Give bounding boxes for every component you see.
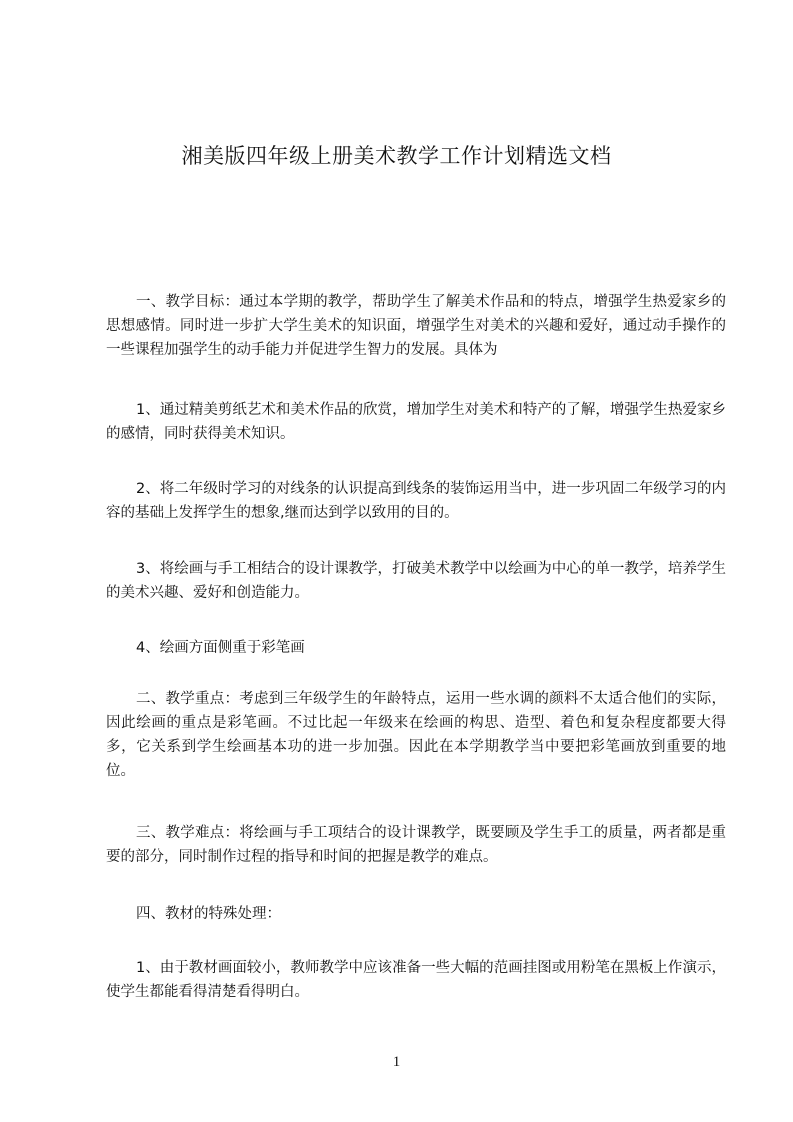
paragraph-item-1: 1、通过精美剪纸艺术和美术作品的欣赏，增加学生对美术和特产的了解，增强学生热爱家乡的感情，同时获得美术知识。 bbox=[106, 402, 726, 442]
paragraph-teaching-focus: 二、教学重点：考虑到三年级学生的年龄特点，运用一些水调的颜料不太适合他们的实际，因此绘画的重点是彩笔画。不过比起一年级来在绘画的构思、造型、着色和复杂程度都要大得多，它关系到学生绘画基本功的进一步加强。因此在本学期教学当中要把彩笔画放到重要的地位。 bbox=[106, 691, 726, 779]
paragraph-teaching-goals: 一、教学目标：通过本学期的教学，帮助学生了解美术作品和的特点，增强学生热爱家乡的思想感情。同时进一步扩大学生美术的知识面，增强学生对美术的兴趣和爱好，通过动手操作的一些课程加强学生的动手能力并促进学生智力的发展。具体为 bbox=[106, 294, 726, 358]
paragraph-item-4: 4、绘画方面侧重于彩笔画 bbox=[136, 640, 305, 656]
paragraph-material-handling: 四、教材的特殊处理： bbox=[136, 906, 281, 922]
document-title: 湘美版四年级上册美术教学工作计划精选文档 bbox=[181, 144, 612, 168]
paragraph-material-item-1: 1、由于教材画面较小，教师教学中应该准备一些大幅的范画挂图或用粉笔在黑板上作演示，使学生都能看得清楚看得明白。 bbox=[106, 960, 726, 1000]
page-number: 1 bbox=[392, 1054, 401, 1070]
paragraph-item-3: 3、将绘画与手工相结合的设计课教学，打破美术教学中以绘画为中心的单一教学，培养学生的美术兴趣、爱好和创造能力。 bbox=[106, 561, 726, 601]
paragraph-teaching-difficulty: 三、教学难点：将绘画与手工项结合的设计课教学，既要顾及学生手工的质量，两者都是重要的部分，同时制作过程的指导和时间的把握是教学的难点。 bbox=[106, 825, 726, 865]
paragraph-item-2: 2、将二年级时学习的对线条的认识提高到线条的装饰运用当中，进一步巩固二年级学习的内容的基础上发挥学生的想象,继而达到学以致用的目的。 bbox=[106, 481, 726, 521]
